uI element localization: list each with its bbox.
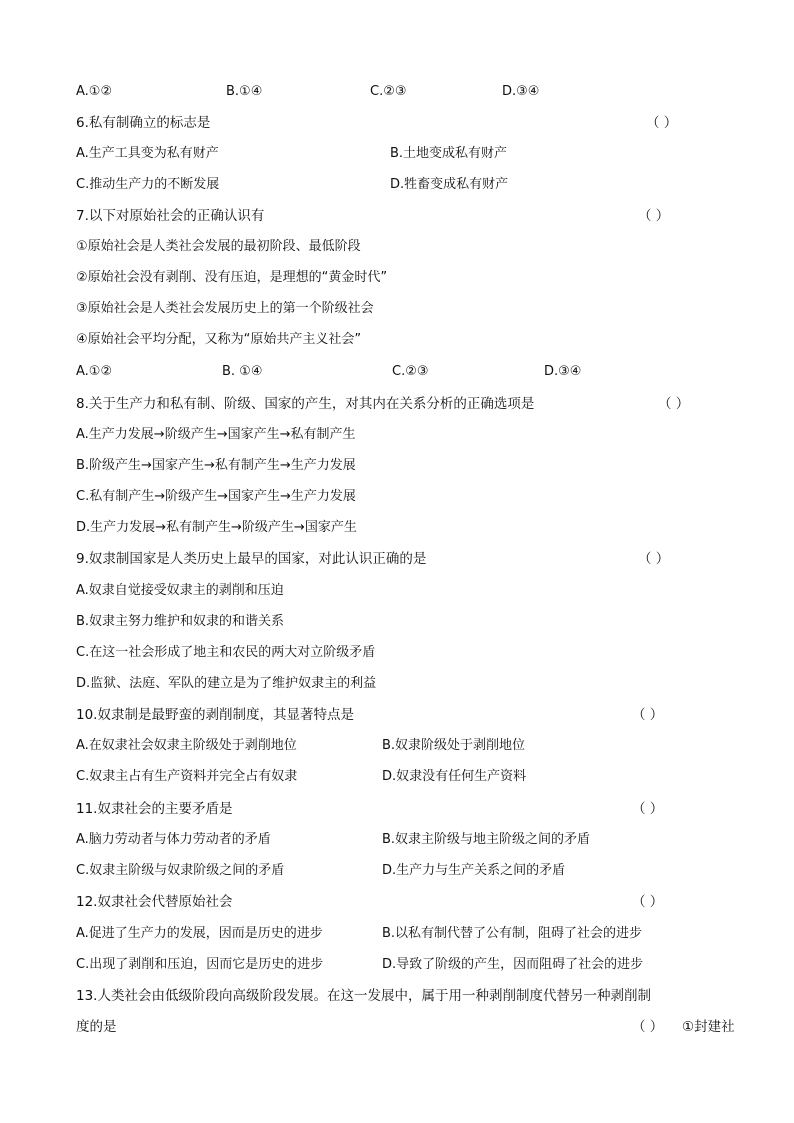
q7-answer-paren[interactable]: （ ） [638, 208, 670, 224]
q8-option-d[interactable]: D.生产力发展→私有制产生→阶级产生→国家产生 [76, 520, 357, 535]
q7-statement-2: ②原始社会没有剥削、没有压迫，是理想的“黄金时代” [76, 270, 388, 285]
q12-stem [76, 892, 726, 912]
q7-statement-3: ③原始社会是人类社会发展历史上的第一个阶级社会 [76, 301, 374, 316]
q6-option-b[interactable]: B.土地变成私有财产 [390, 146, 508, 161]
q5-option-a[interactable]: A.①② [76, 84, 113, 99]
q10-option-d[interactable]: D.奴隶没有任何生产资料 [382, 769, 527, 784]
q11-option-b[interactable]: B.奴隶主阶级与地主阶级之间的矛盾 [382, 832, 591, 847]
q6-stem-text: 6.私有制确立的标志是 [76, 115, 211, 131]
q9-stem [76, 549, 726, 569]
q6-option-c[interactable]: C.推动生产力的不断发展 [76, 177, 220, 192]
q13-stem-line2 [76, 1017, 735, 1037]
q6-options-row2 [76, 175, 726, 195]
q5-option-d[interactable]: D.③④ [502, 84, 540, 99]
q7-statement-4: ④原始社会平均分配，又称为“原始共产主义社会” [76, 332, 362, 347]
q8-answer-paren[interactable]: （ ） [658, 396, 690, 412]
q12-stem-text: 12.奴隶社会代替原始社会 [76, 894, 233, 910]
q10-stem [76, 705, 726, 725]
q12-option-d[interactable]: D.导致了阶级的产生，因而阻碍了社会的进步 [382, 957, 644, 972]
q10-stem-text: 10.奴隶制是最野蛮的剥削制度，其显著特点是 [76, 707, 354, 723]
q9-option-c[interactable]: C.在这一社会形成了地主和农民的两大对立阶级矛盾 [76, 645, 376, 660]
q13-continuation: ①封建社 [682, 1019, 735, 1035]
q11-options-row1 [76, 830, 726, 850]
q13-stem-line1: 13.人类社会由低级阶段向高级阶段发展。在这一发展中，属于用一种剥削制度代替另一种剥削制 [76, 988, 651, 1004]
q6-option-d[interactable]: D.牲畜变成私有财产 [390, 177, 509, 192]
q8-option-b[interactable]: B.阶级产生→国家产生→私有制产生→生产力发展 [76, 458, 356, 473]
q9-answer-paren[interactable]: （ ） [638, 551, 670, 567]
q8-stem-text: 8.关于生产力和私有制、阶级、国家的产生，对其内在关系分析的正确选项是 [76, 396, 535, 412]
q7-statement-1: ①原始社会是人类社会发展的最初阶段、最低阶段 [76, 239, 361, 254]
q12-options-row1 [76, 924, 726, 944]
q7-option-d[interactable]: D.③④ [544, 364, 582, 379]
q6-stem [76, 113, 726, 133]
q7-option-b[interactable]: B. ①④ [222, 364, 263, 379]
q7-option-c[interactable]: C.②③ [392, 364, 429, 379]
q6-answer-paren[interactable]: （ ） [646, 115, 678, 131]
q11-option-d[interactable]: D.生产力与生产关系之间的矛盾 [382, 863, 566, 878]
q6-options-row1 [76, 144, 726, 164]
q10-options-row2 [76, 767, 726, 787]
q8-stem [76, 394, 726, 414]
q11-answer-paren[interactable]: （ ） [632, 801, 664, 817]
q9-option-a[interactable]: A.奴隶自觉接受奴隶主的剥削和压迫 [76, 583, 284, 598]
q13-answer-paren[interactable]: （ ） [632, 1019, 664, 1035]
q7-option-a[interactable]: A.①② [76, 364, 113, 379]
q11-option-c[interactable]: C.奴隶主阶级与奴隶阶级之间的矛盾 [76, 863, 285, 878]
q10-option-c[interactable]: C.奴隶主占有生产资料并完全占有奴隶 [76, 769, 298, 784]
q7-stem [76, 206, 726, 226]
q12-option-a[interactable]: A.促进了生产力的发展，因而是历史的进步 [76, 926, 323, 941]
q5-options [76, 82, 726, 102]
q10-options-row1 [76, 736, 726, 756]
q5-option-b[interactable]: B.①④ [226, 84, 263, 99]
q11-stem-text: 11.奴隶社会的主要矛盾是 [76, 801, 233, 817]
q12-option-c[interactable]: C.出现了剥削和压迫，因而它是历史的进步 [76, 957, 324, 972]
q10-answer-paren[interactable]: （ ） [632, 707, 664, 723]
q5-option-c[interactable]: C.②③ [370, 84, 407, 99]
q10-option-a[interactable]: A.在奴隶社会奴隶主阶级处于剥削地位 [76, 738, 297, 753]
q11-stem [76, 799, 726, 819]
q7-stem-text: 7.以下对原始社会的正确认识有 [76, 208, 265, 224]
q12-option-b[interactable]: B.以私有制代替了公有制，阻碍了社会的进步 [382, 926, 643, 941]
q11-options-row2 [76, 861, 726, 881]
q13-stem-line2-text: 度的是 [76, 1019, 117, 1035]
q12-options-row2 [76, 955, 726, 975]
q10-option-b[interactable]: B.奴隶阶级处于剥削地位 [382, 738, 526, 753]
q11-option-a[interactable]: A.脑力劳动者与体力劳动者的矛盾 [76, 832, 271, 847]
q8-option-a[interactable]: A.生产力发展→阶级产生→国家产生→私有制产生 [76, 427, 356, 442]
q9-option-d[interactable]: D.监狱、法庭、军队的建立是为了维护奴隶主的利益 [76, 676, 377, 691]
q7-options [76, 362, 726, 382]
q9-stem-text: 9.奴隶制国家是人类历史上最早的国家，对此认识正确的是 [76, 551, 427, 567]
q8-option-c[interactable]: C.私有制产生→阶级产生→国家产生→生产力发展 [76, 489, 356, 504]
q6-option-a[interactable]: A.生产工具变为私有财产 [76, 146, 219, 161]
q12-answer-paren[interactable]: （ ） [632, 894, 664, 910]
q9-option-b[interactable]: B.奴隶主努力维护和奴隶的和谐关系 [76, 614, 285, 629]
